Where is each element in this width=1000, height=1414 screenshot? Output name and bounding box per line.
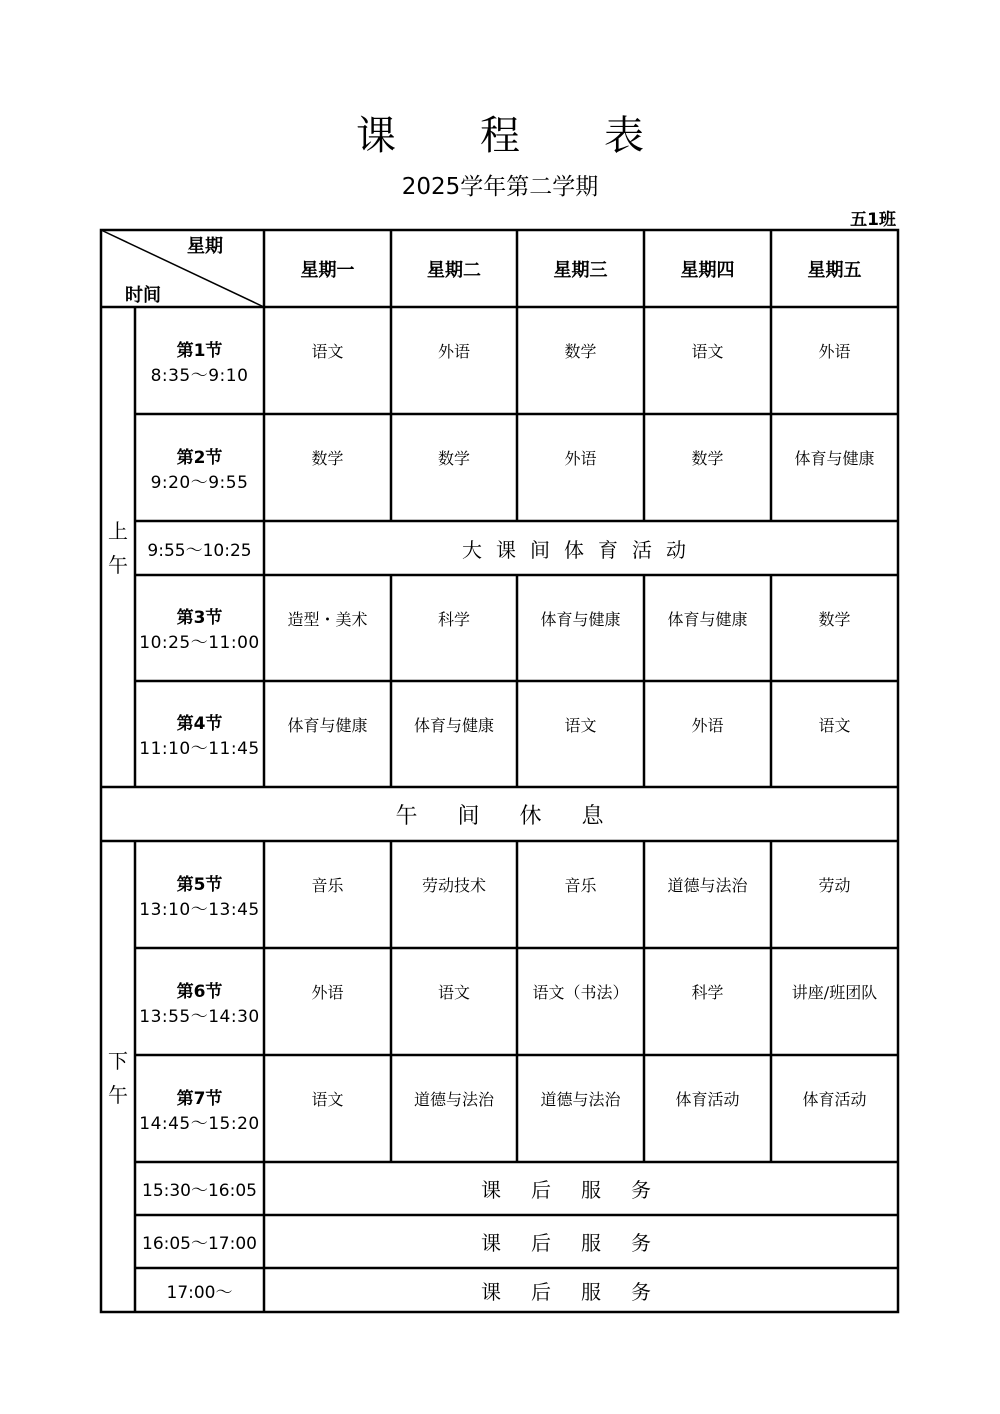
noon-char: 息 — [581, 803, 604, 829]
semester-subtitle: 2025学年第二学期 — [401, 174, 599, 200]
day-header-tue: 星期二 — [427, 259, 481, 281]
after-school-service: 课后服务 — [481, 1178, 681, 1202]
subject-cell: 体育与健康 — [287, 716, 368, 735]
section-afternoon-char: 下 — [108, 1048, 128, 1073]
subject-cell: 外语 — [311, 983, 344, 1002]
subject-cell: 音乐 — [564, 876, 597, 895]
period-time: 14:45～15:20 — [139, 1113, 260, 1134]
period-6 — [135, 948, 264, 1055]
break-time: 9:55～10:25 — [147, 540, 252, 561]
period-time: 13:10～13:45 — [139, 899, 260, 920]
period-5 — [135, 841, 264, 948]
day-header-wed: 星期三 — [553, 259, 608, 281]
subject-cell: 科学 — [437, 610, 470, 629]
subject-cell: 道德与法治 — [667, 876, 748, 895]
subject-cell: 讲座/班团队 — [791, 983, 878, 1002]
noon-char: 午 — [395, 803, 418, 829]
title-char: 程 — [480, 113, 520, 159]
subject-cell: 语文 — [311, 342, 344, 361]
subject-cell: 体育与健康 — [667, 610, 748, 629]
period-name: 第1节 — [176, 340, 223, 361]
subject-cell: 道德与法治 — [540, 1090, 621, 1109]
corner-day-label: 星期 — [187, 236, 223, 257]
subject-cell: 语文 — [818, 716, 851, 735]
subject-cell: 语文（书法） — [532, 983, 629, 1002]
noon-break — [101, 787, 898, 841]
corner-time-label: 时间 — [125, 285, 161, 306]
subject-cell: 外语 — [437, 342, 470, 361]
break-activity: 大课间体育活动 — [462, 537, 700, 562]
subject-cell: 劳动技术 — [421, 876, 486, 895]
subject-cell: 语文 — [311, 1090, 344, 1109]
section-afternoon — [101, 1030, 135, 1125]
subject-cell: 造型・美术 — [287, 610, 368, 629]
subject-cell: 语文 — [564, 716, 597, 735]
period-name: 第5节 — [176, 874, 223, 895]
subject-cell: 科学 — [691, 983, 724, 1002]
period-time: 9:20～9:55 — [150, 472, 249, 493]
period-time: 8:35～9:10 — [150, 365, 249, 386]
section-afternoon-char: 午 — [108, 1082, 128, 1107]
period-name: 第4节 — [176, 714, 223, 734]
period-1 — [135, 307, 264, 414]
subject-cell: 外语 — [564, 449, 597, 468]
title-char: 课 — [356, 113, 396, 159]
subject-cell: 语文 — [437, 983, 470, 1002]
day-header-fri: 星期五 — [807, 259, 862, 281]
subject-cell: 外语 — [818, 342, 851, 361]
subject-cell: 外语 — [691, 716, 724, 735]
period-name: 第6节 — [176, 981, 223, 1002]
subject-cell: 体育与健康 — [540, 610, 621, 629]
subject-cell: 劳动 — [818, 876, 851, 895]
after-school-service: 课后服务 — [481, 1279, 681, 1304]
after-school-service: 课后服务 — [481, 1231, 681, 1255]
day-header-thu: 星期四 — [680, 259, 735, 281]
title-char: 表 — [604, 113, 644, 159]
period-4 — [135, 681, 264, 787]
subject-cell: 体育活动 — [802, 1090, 867, 1109]
period-time: 13:55～14:30 — [139, 1006, 260, 1027]
class-label: 五1班 — [850, 210, 896, 230]
subject-cell: 道德与法治 — [413, 1090, 494, 1109]
section-morning-char: 上 — [108, 518, 128, 543]
subject-cell: 体育与健康 — [794, 449, 875, 468]
service-time: 16:05～17:00 — [142, 1234, 257, 1254]
service-time: 15:30～16:05 — [142, 1181, 257, 1201]
day-header-mon: 星期一 — [300, 259, 355, 281]
subject-cell: 数学 — [437, 449, 470, 468]
subject-cell: 数学 — [691, 449, 724, 468]
section-morning — [101, 500, 135, 595]
noon-char: 休 — [519, 803, 542, 829]
subject-cell: 数学 — [818, 610, 851, 629]
period-2 — [135, 414, 264, 521]
service-time: 17:00～ — [166, 1282, 233, 1303]
period-7 — [135, 1055, 264, 1162]
period-3 — [135, 575, 264, 681]
period-time: 10:25～11:00 — [139, 633, 260, 653]
period-name: 第2节 — [176, 447, 223, 468]
noon-char: 间 — [457, 803, 480, 829]
subject-cell: 语文 — [691, 342, 724, 361]
subject-cell: 数学 — [564, 342, 597, 361]
period-name: 第3节 — [176, 608, 223, 628]
subject-cell: 体育活动 — [675, 1090, 740, 1109]
period-name: 第7节 — [176, 1088, 223, 1109]
section-morning-char: 午 — [108, 552, 128, 577]
subject-cell: 数学 — [311, 449, 344, 468]
subject-cell: 体育与健康 — [413, 716, 494, 735]
subject-cell: 音乐 — [311, 876, 344, 895]
period-time: 11:10～11:45 — [139, 739, 260, 759]
